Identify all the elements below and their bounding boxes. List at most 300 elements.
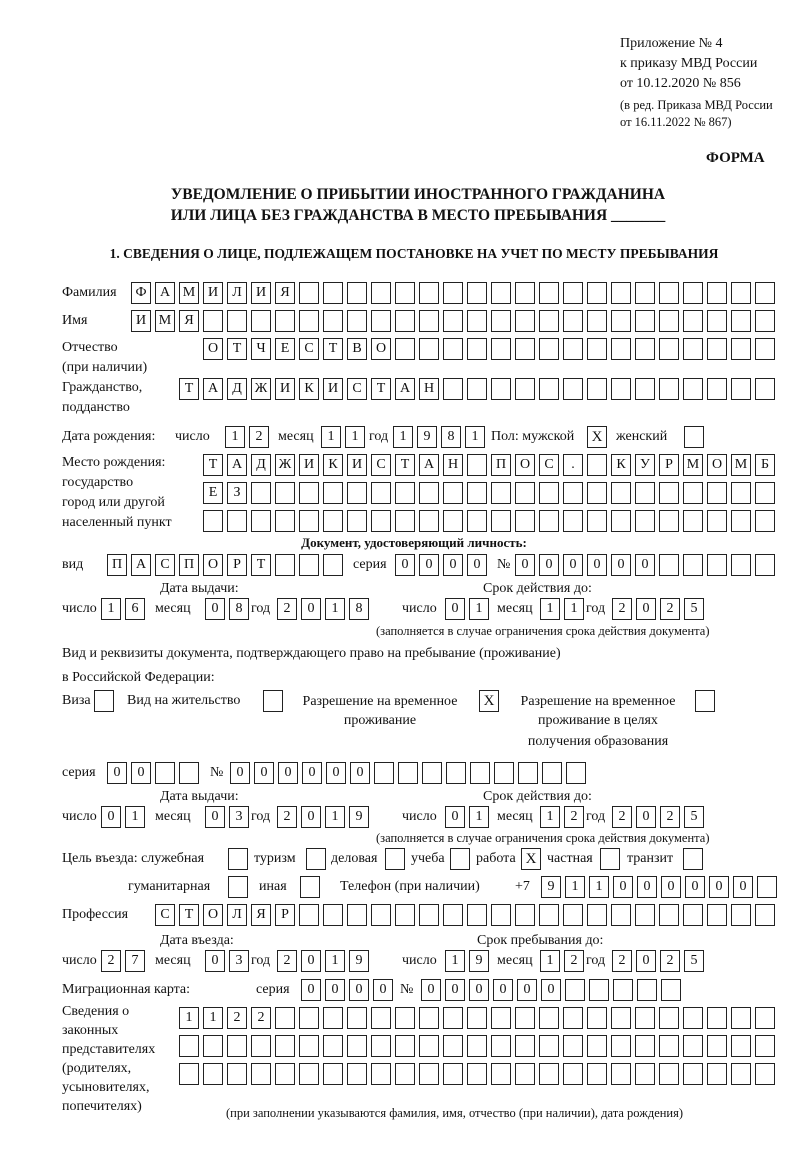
representatives-field-1[interactable] — [179, 1007, 775, 1029]
entry-year-field[interactable] — [277, 950, 369, 972]
char-cell[interactable]: 9 — [417, 426, 437, 448]
char-cell[interactable] — [467, 338, 487, 360]
char-cell[interactable] — [731, 510, 751, 532]
char-cell[interactable] — [755, 904, 775, 926]
male-checkbox[interactable]: X — [587, 426, 607, 448]
char-cell[interactable] — [587, 1035, 607, 1057]
char-cell[interactable]: 0 — [254, 762, 274, 784]
char-cell[interactable]: Л — [227, 282, 247, 304]
char-cell[interactable] — [419, 1035, 439, 1057]
char-cell[interactable]: С — [155, 554, 175, 576]
char-cell[interactable]: А — [419, 454, 439, 476]
citizenship-field[interactable] — [179, 378, 775, 400]
char-cell[interactable]: А — [203, 378, 223, 400]
char-cell[interactable]: 8 — [441, 426, 461, 448]
migration-series-field[interactable] — [301, 979, 393, 1001]
char-cell[interactable] — [443, 904, 463, 926]
char-cell[interactable] — [589, 979, 609, 1001]
char-cell[interactable] — [398, 762, 418, 784]
char-cell[interactable]: 0 — [733, 876, 753, 898]
char-cell[interactable] — [683, 378, 703, 400]
char-cell[interactable] — [467, 1063, 487, 1085]
char-cell[interactable] — [275, 310, 295, 332]
char-cell[interactable] — [491, 310, 511, 332]
purpose-private-checkbox[interactable] — [600, 848, 620, 870]
char-cell[interactable] — [635, 1007, 655, 1029]
char-cell[interactable] — [299, 554, 319, 576]
char-cell[interactable] — [683, 904, 703, 926]
char-cell[interactable] — [731, 1035, 751, 1057]
char-cell[interactable] — [491, 282, 511, 304]
char-cell[interactable] — [755, 554, 775, 576]
char-cell[interactable] — [251, 510, 271, 532]
char-cell[interactable]: О — [203, 904, 223, 926]
char-cell[interactable] — [565, 979, 585, 1001]
char-cell[interactable] — [539, 482, 559, 504]
char-cell[interactable] — [419, 510, 439, 532]
char-cell[interactable] — [611, 1007, 631, 1029]
char-cell[interactable] — [347, 904, 367, 926]
char-cell[interactable] — [707, 338, 727, 360]
char-cell[interactable] — [515, 1035, 535, 1057]
char-cell[interactable] — [227, 1063, 247, 1085]
char-cell[interactable] — [299, 1035, 319, 1057]
char-cell[interactable] — [371, 510, 391, 532]
birth-year-field[interactable] — [393, 426, 485, 448]
char-cell[interactable] — [757, 876, 777, 898]
doc-series-field[interactable] — [395, 554, 487, 576]
char-cell[interactable]: 0 — [685, 876, 705, 898]
char-cell[interactable]: Т — [251, 554, 271, 576]
char-cell[interactable]: 1 — [345, 426, 365, 448]
char-cell[interactable] — [683, 510, 703, 532]
char-cell[interactable] — [539, 510, 559, 532]
char-cell[interactable]: 0 — [493, 979, 513, 1001]
birthplace-field-3[interactable] — [203, 510, 775, 532]
char-cell[interactable] — [299, 1007, 319, 1029]
char-cell[interactable] — [587, 1063, 607, 1085]
purpose-other-checkbox[interactable] — [300, 876, 320, 898]
char-cell[interactable]: Т — [227, 338, 247, 360]
char-cell[interactable]: И — [323, 378, 343, 400]
char-cell[interactable] — [659, 554, 679, 576]
char-cell[interactable] — [374, 762, 394, 784]
char-cell[interactable] — [755, 282, 775, 304]
char-cell[interactable] — [707, 282, 727, 304]
char-cell[interactable] — [347, 282, 367, 304]
char-cell[interactable]: 1 — [540, 950, 560, 972]
char-cell[interactable] — [515, 378, 535, 400]
char-cell[interactable]: 0 — [350, 762, 370, 784]
issue-month-field[interactable] — [205, 598, 249, 620]
char-cell[interactable]: 9 — [541, 876, 561, 898]
char-cell[interactable] — [755, 378, 775, 400]
char-cell[interactable] — [347, 510, 367, 532]
char-cell[interactable]: 2 — [660, 806, 680, 828]
char-cell[interactable]: 2 — [277, 598, 297, 620]
char-cell[interactable]: 2 — [277, 950, 297, 972]
char-cell[interactable] — [395, 904, 415, 926]
char-cell[interactable]: 1 — [540, 806, 560, 828]
char-cell[interactable]: 2 — [612, 950, 632, 972]
char-cell[interactable] — [707, 1007, 727, 1029]
char-cell[interactable] — [323, 482, 343, 504]
char-cell[interactable] — [251, 1063, 271, 1085]
char-cell[interactable] — [467, 482, 487, 504]
char-cell[interactable] — [563, 1007, 583, 1029]
char-cell[interactable] — [515, 904, 535, 926]
char-cell[interactable]: 2 — [277, 806, 297, 828]
char-cell[interactable] — [659, 482, 679, 504]
char-cell[interactable] — [731, 1007, 751, 1029]
char-cell[interactable]: 7 — [125, 950, 145, 972]
char-cell[interactable]: О — [515, 454, 535, 476]
doc-type-field[interactable] — [107, 554, 343, 576]
char-cell[interactable]: 0 — [636, 598, 656, 620]
char-cell[interactable]: 0 — [301, 950, 321, 972]
valid-day-field[interactable] — [445, 598, 489, 620]
char-cell[interactable]: 0 — [611, 554, 631, 576]
char-cell[interactable] — [635, 1063, 655, 1085]
char-cell[interactable]: 9 — [349, 806, 369, 828]
char-cell[interactable] — [539, 1063, 559, 1085]
char-cell[interactable] — [491, 510, 511, 532]
char-cell[interactable] — [419, 1063, 439, 1085]
char-cell[interactable] — [515, 310, 535, 332]
char-cell[interactable] — [661, 979, 681, 1001]
char-cell[interactable] — [446, 762, 466, 784]
char-cell[interactable] — [419, 482, 439, 504]
char-cell[interactable]: 0 — [637, 876, 657, 898]
char-cell[interactable] — [395, 1007, 415, 1029]
char-cell[interactable]: 0 — [131, 762, 151, 784]
birth-day-field[interactable] — [225, 426, 269, 448]
char-cell[interactable]: О — [203, 338, 223, 360]
char-cell[interactable]: 2 — [564, 806, 584, 828]
char-cell[interactable] — [539, 378, 559, 400]
char-cell[interactable] — [563, 378, 583, 400]
char-cell[interactable] — [419, 282, 439, 304]
char-cell[interactable] — [323, 1035, 343, 1057]
char-cell[interactable]: Т — [179, 904, 199, 926]
char-cell[interactable] — [251, 482, 271, 504]
char-cell[interactable] — [422, 762, 442, 784]
char-cell[interactable]: 1 — [225, 426, 245, 448]
char-cell[interactable] — [707, 482, 727, 504]
char-cell[interactable] — [395, 1035, 415, 1057]
char-cell[interactable] — [539, 1007, 559, 1029]
char-cell[interactable]: Т — [323, 338, 343, 360]
char-cell[interactable] — [635, 904, 655, 926]
char-cell[interactable] — [587, 510, 607, 532]
char-cell[interactable]: 0 — [302, 762, 322, 784]
char-cell[interactable] — [443, 510, 463, 532]
char-cell[interactable] — [491, 1063, 511, 1085]
char-cell[interactable]: М — [155, 310, 175, 332]
char-cell[interactable]: Т — [371, 378, 391, 400]
char-cell[interactable]: 0 — [205, 950, 225, 972]
char-cell[interactable]: Р — [659, 454, 679, 476]
char-cell[interactable] — [494, 762, 514, 784]
char-cell[interactable]: П — [491, 454, 511, 476]
char-cell[interactable]: 0 — [709, 876, 729, 898]
char-cell[interactable]: И — [251, 282, 271, 304]
char-cell[interactable]: 2 — [251, 1007, 271, 1029]
char-cell[interactable] — [587, 378, 607, 400]
char-cell[interactable] — [563, 282, 583, 304]
char-cell[interactable] — [467, 904, 487, 926]
char-cell[interactable]: 2 — [660, 598, 680, 620]
char-cell[interactable]: 1 — [203, 1007, 223, 1029]
char-cell[interactable] — [518, 762, 538, 784]
char-cell[interactable] — [635, 282, 655, 304]
char-cell[interactable] — [683, 338, 703, 360]
valid-year-field[interactable] — [612, 598, 704, 620]
char-cell[interactable]: 0 — [205, 598, 225, 620]
char-cell[interactable] — [755, 338, 775, 360]
stay-number-field[interactable] — [230, 762, 586, 784]
char-cell[interactable]: Л — [227, 904, 247, 926]
char-cell[interactable] — [467, 378, 487, 400]
char-cell[interactable]: С — [539, 454, 559, 476]
char-cell[interactable]: 0 — [445, 806, 465, 828]
char-cell[interactable] — [539, 310, 559, 332]
char-cell[interactable] — [323, 282, 343, 304]
char-cell[interactable] — [491, 378, 511, 400]
char-cell[interactable] — [371, 282, 391, 304]
char-cell[interactable]: 0 — [515, 554, 535, 576]
char-cell[interactable]: 0 — [467, 554, 487, 576]
char-cell[interactable] — [659, 310, 679, 332]
char-cell[interactable] — [419, 1007, 439, 1029]
char-cell[interactable]: И — [275, 378, 295, 400]
char-cell[interactable]: С — [299, 338, 319, 360]
char-cell[interactable] — [563, 1063, 583, 1085]
char-cell[interactable]: 1 — [565, 876, 585, 898]
char-cell[interactable]: 1 — [469, 598, 489, 620]
char-cell[interactable] — [347, 1063, 367, 1085]
surname-field[interactable] — [131, 282, 775, 304]
char-cell[interactable] — [635, 1035, 655, 1057]
char-cell[interactable] — [755, 310, 775, 332]
stay-valid-year-field[interactable] — [612, 806, 704, 828]
char-cell[interactable] — [587, 1007, 607, 1029]
char-cell[interactable] — [611, 1063, 631, 1085]
char-cell[interactable] — [227, 510, 247, 532]
char-cell[interactable] — [419, 904, 439, 926]
char-cell[interactable]: 0 — [587, 554, 607, 576]
char-cell[interactable] — [467, 282, 487, 304]
char-cell[interactable]: М — [179, 282, 199, 304]
char-cell[interactable]: 0 — [101, 806, 121, 828]
char-cell[interactable]: 1 — [564, 598, 584, 620]
char-cell[interactable]: С — [371, 454, 391, 476]
char-cell[interactable] — [611, 282, 631, 304]
char-cell[interactable]: Д — [251, 454, 271, 476]
char-cell[interactable] — [299, 1063, 319, 1085]
char-cell[interactable] — [683, 1007, 703, 1029]
char-cell[interactable] — [659, 904, 679, 926]
migration-number-field[interactable] — [421, 979, 681, 1001]
visa-checkbox[interactable] — [94, 690, 114, 712]
purpose-study-checkbox[interactable] — [450, 848, 470, 870]
char-cell[interactable]: 0 — [635, 554, 655, 576]
char-cell[interactable] — [275, 1035, 295, 1057]
char-cell[interactable] — [491, 904, 511, 926]
char-cell[interactable]: 0 — [445, 979, 465, 1001]
char-cell[interactable] — [443, 282, 463, 304]
char-cell[interactable] — [613, 979, 633, 1001]
char-cell[interactable] — [707, 554, 727, 576]
char-cell[interactable] — [467, 1035, 487, 1057]
char-cell[interactable] — [659, 338, 679, 360]
char-cell[interactable]: 0 — [301, 806, 321, 828]
char-cell[interactable]: Я — [251, 904, 271, 926]
female-checkbox[interactable] — [684, 426, 704, 448]
char-cell[interactable] — [563, 510, 583, 532]
char-cell[interactable] — [443, 1007, 463, 1029]
purpose-tourism-checkbox[interactable] — [306, 848, 326, 870]
char-cell[interactable] — [587, 454, 607, 476]
name-field[interactable] — [131, 310, 775, 332]
char-cell[interactable] — [659, 1035, 679, 1057]
char-cell[interactable]: Ф — [131, 282, 151, 304]
char-cell[interactable] — [515, 338, 535, 360]
char-cell[interactable]: А — [227, 454, 247, 476]
char-cell[interactable] — [563, 338, 583, 360]
char-cell[interactable]: З — [227, 482, 247, 504]
char-cell[interactable] — [659, 378, 679, 400]
char-cell[interactable] — [563, 904, 583, 926]
stay-issue-day-field[interactable] — [101, 806, 145, 828]
char-cell[interactable]: В — [347, 338, 367, 360]
stay-issue-year-field[interactable] — [277, 806, 369, 828]
char-cell[interactable]: Ж — [251, 378, 271, 400]
char-cell[interactable] — [299, 310, 319, 332]
char-cell[interactable]: 6 — [125, 598, 145, 620]
char-cell[interactable] — [227, 1035, 247, 1057]
char-cell[interactable] — [251, 1035, 271, 1057]
purpose-humanitarian-checkbox[interactable] — [228, 876, 248, 898]
char-cell[interactable]: И — [203, 282, 223, 304]
char-cell[interactable] — [515, 510, 535, 532]
char-cell[interactable] — [203, 1063, 223, 1085]
stay-valid-day-field[interactable] — [445, 806, 489, 828]
char-cell[interactable]: У — [635, 454, 655, 476]
char-cell[interactable] — [347, 482, 367, 504]
char-cell[interactable] — [611, 338, 631, 360]
char-cell[interactable] — [611, 510, 631, 532]
char-cell[interactable] — [707, 904, 727, 926]
char-cell[interactable] — [587, 282, 607, 304]
char-cell[interactable]: 0 — [325, 979, 345, 1001]
char-cell[interactable]: 0 — [301, 598, 321, 620]
char-cell[interactable]: Ж — [275, 454, 295, 476]
char-cell[interactable] — [467, 510, 487, 532]
char-cell[interactable] — [563, 482, 583, 504]
char-cell[interactable] — [683, 482, 703, 504]
char-cell[interactable] — [491, 1035, 511, 1057]
issue-day-field[interactable] — [101, 598, 145, 620]
char-cell[interactable] — [491, 1007, 511, 1029]
char-cell[interactable]: 0 — [443, 554, 463, 576]
char-cell[interactable]: М — [683, 454, 703, 476]
char-cell[interactable]: 0 — [661, 876, 681, 898]
char-cell[interactable] — [731, 378, 751, 400]
char-cell[interactable]: Т — [395, 454, 415, 476]
char-cell[interactable] — [275, 554, 295, 576]
char-cell[interactable] — [731, 282, 751, 304]
char-cell[interactable] — [299, 510, 319, 532]
char-cell[interactable] — [731, 904, 751, 926]
char-cell[interactable] — [635, 510, 655, 532]
representatives-field-3[interactable] — [179, 1063, 775, 1085]
temp-residence-checkbox[interactable]: X — [479, 690, 499, 712]
char-cell[interactable]: И — [347, 454, 367, 476]
char-cell[interactable]: 0 — [517, 979, 537, 1001]
char-cell[interactable]: С — [347, 378, 367, 400]
char-cell[interactable]: 0 — [395, 554, 415, 576]
char-cell[interactable]: 0 — [563, 554, 583, 576]
char-cell[interactable] — [323, 904, 343, 926]
char-cell[interactable]: 2 — [249, 426, 269, 448]
char-cell[interactable] — [347, 310, 367, 332]
char-cell[interactable] — [371, 310, 391, 332]
char-cell[interactable]: 2 — [612, 806, 632, 828]
char-cell[interactable] — [683, 1035, 703, 1057]
char-cell[interactable]: А — [395, 378, 415, 400]
char-cell[interactable] — [731, 338, 751, 360]
char-cell[interactable]: Ч — [251, 338, 271, 360]
char-cell[interactable] — [707, 1035, 727, 1057]
char-cell[interactable]: Н — [419, 378, 439, 400]
char-cell[interactable]: 1 — [325, 806, 345, 828]
char-cell[interactable]: Т — [203, 454, 223, 476]
char-cell[interactable]: . — [563, 454, 583, 476]
char-cell[interactable]: 8 — [349, 598, 369, 620]
char-cell[interactable] — [755, 482, 775, 504]
char-cell[interactable] — [707, 1063, 727, 1085]
char-cell[interactable]: 0 — [301, 979, 321, 1001]
char-cell[interactable] — [203, 510, 223, 532]
char-cell[interactable]: 1 — [321, 426, 341, 448]
char-cell[interactable] — [611, 904, 631, 926]
edu-residence-checkbox[interactable] — [695, 690, 715, 712]
char-cell[interactable] — [683, 554, 703, 576]
char-cell[interactable]: О — [707, 454, 727, 476]
char-cell[interactable] — [755, 510, 775, 532]
char-cell[interactable] — [635, 310, 655, 332]
birth-month-field[interactable] — [321, 426, 365, 448]
char-cell[interactable] — [635, 482, 655, 504]
char-cell[interactable] — [731, 1063, 751, 1085]
char-cell[interactable]: 2 — [101, 950, 121, 972]
char-cell[interactable] — [635, 338, 655, 360]
char-cell[interactable]: И — [299, 454, 319, 476]
char-cell[interactable]: 0 — [636, 950, 656, 972]
entry-day-field[interactable] — [101, 950, 145, 972]
char-cell[interactable]: Р — [227, 554, 247, 576]
char-cell[interactable] — [299, 904, 319, 926]
char-cell[interactable]: О — [203, 554, 223, 576]
char-cell[interactable]: Т — [179, 378, 199, 400]
char-cell[interactable] — [539, 282, 559, 304]
char-cell[interactable] — [635, 378, 655, 400]
purpose-transit-checkbox[interactable] — [683, 848, 703, 870]
char-cell[interactable] — [467, 454, 487, 476]
char-cell[interactable] — [515, 482, 535, 504]
char-cell[interactable]: 0 — [349, 979, 369, 1001]
